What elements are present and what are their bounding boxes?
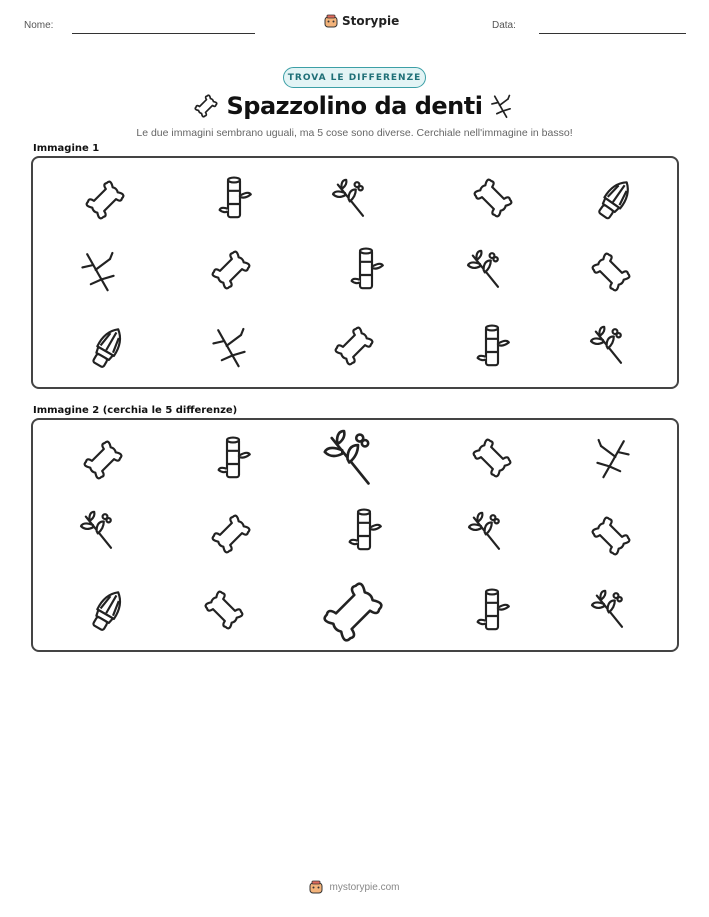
- sprig-icon[interactable]: [586, 586, 634, 634]
- date-label: Data:: [492, 20, 516, 31]
- twig-icon: [487, 92, 515, 120]
- sprig-icon[interactable]: [463, 508, 511, 556]
- brand-name: Storypie: [342, 14, 400, 28]
- brush-icon[interactable]: [591, 175, 639, 223]
- page-title: Spazzolino da denti: [226, 92, 483, 120]
- image-panel-2: [31, 418, 679, 652]
- brush-icon[interactable]: [84, 586, 132, 634]
- sprig-icon[interactable]: [462, 246, 510, 294]
- bamboo-icon[interactable]: [340, 506, 388, 554]
- sprig-icon[interactable]: [585, 322, 633, 370]
- bamboo-icon[interactable]: [342, 245, 390, 293]
- bone-icon[interactable]: [469, 174, 517, 222]
- bamboo-icon[interactable]: [468, 322, 516, 370]
- panel1-label: Immagine 1: [33, 143, 100, 154]
- bone-icon[interactable]: [330, 322, 378, 370]
- sprig-icon[interactable]: [327, 175, 375, 223]
- bone-icon[interactable]: [200, 586, 248, 634]
- storypie-mascot-icon: [309, 880, 323, 894]
- bone-icon[interactable]: [587, 512, 635, 560]
- name-input-line[interactable]: [72, 33, 255, 34]
- bone-icon[interactable]: [316, 575, 390, 649]
- bone-icon[interactable]: [207, 246, 255, 294]
- bamboo-icon[interactable]: [468, 586, 516, 634]
- date-input-line[interactable]: [539, 33, 686, 34]
- footer-url[interactable]: mystorypie.com: [329, 881, 400, 893]
- activity-badge: TROVA LE DIFFERENZE: [283, 67, 426, 88]
- bamboo-icon[interactable]: [210, 174, 258, 222]
- twig-icon[interactable]: [205, 323, 253, 371]
- instructions: Le due immagini sembrano uguali, ma 5 cose sono diverse. Cerchiale nell'immagine in basso!: [136, 127, 573, 139]
- brush-icon[interactable]: [84, 323, 132, 371]
- panel2-label: Immagine 2 (cerchia le 5 differenze): [33, 405, 238, 416]
- twig-icon[interactable]: [74, 247, 122, 295]
- footer: [0, 880, 709, 894]
- bone-icon[interactable]: [207, 510, 255, 558]
- bamboo-icon[interactable]: [209, 434, 257, 482]
- bone-icon[interactable]: [587, 248, 635, 296]
- brand-logo: [324, 14, 399, 28]
- bone-icon[interactable]: [79, 436, 127, 484]
- bone-icon[interactable]: [468, 434, 516, 482]
- twig-icon[interactable]: [589, 434, 637, 482]
- storypie-mascot-icon: [324, 14, 338, 28]
- bone-icon[interactable]: [81, 176, 129, 224]
- name-label: Nome:: [24, 20, 54, 31]
- sprig-icon[interactable]: [75, 507, 123, 555]
- sprig-icon[interactable]: [316, 424, 386, 494]
- image-panel-1: [31, 156, 679, 389]
